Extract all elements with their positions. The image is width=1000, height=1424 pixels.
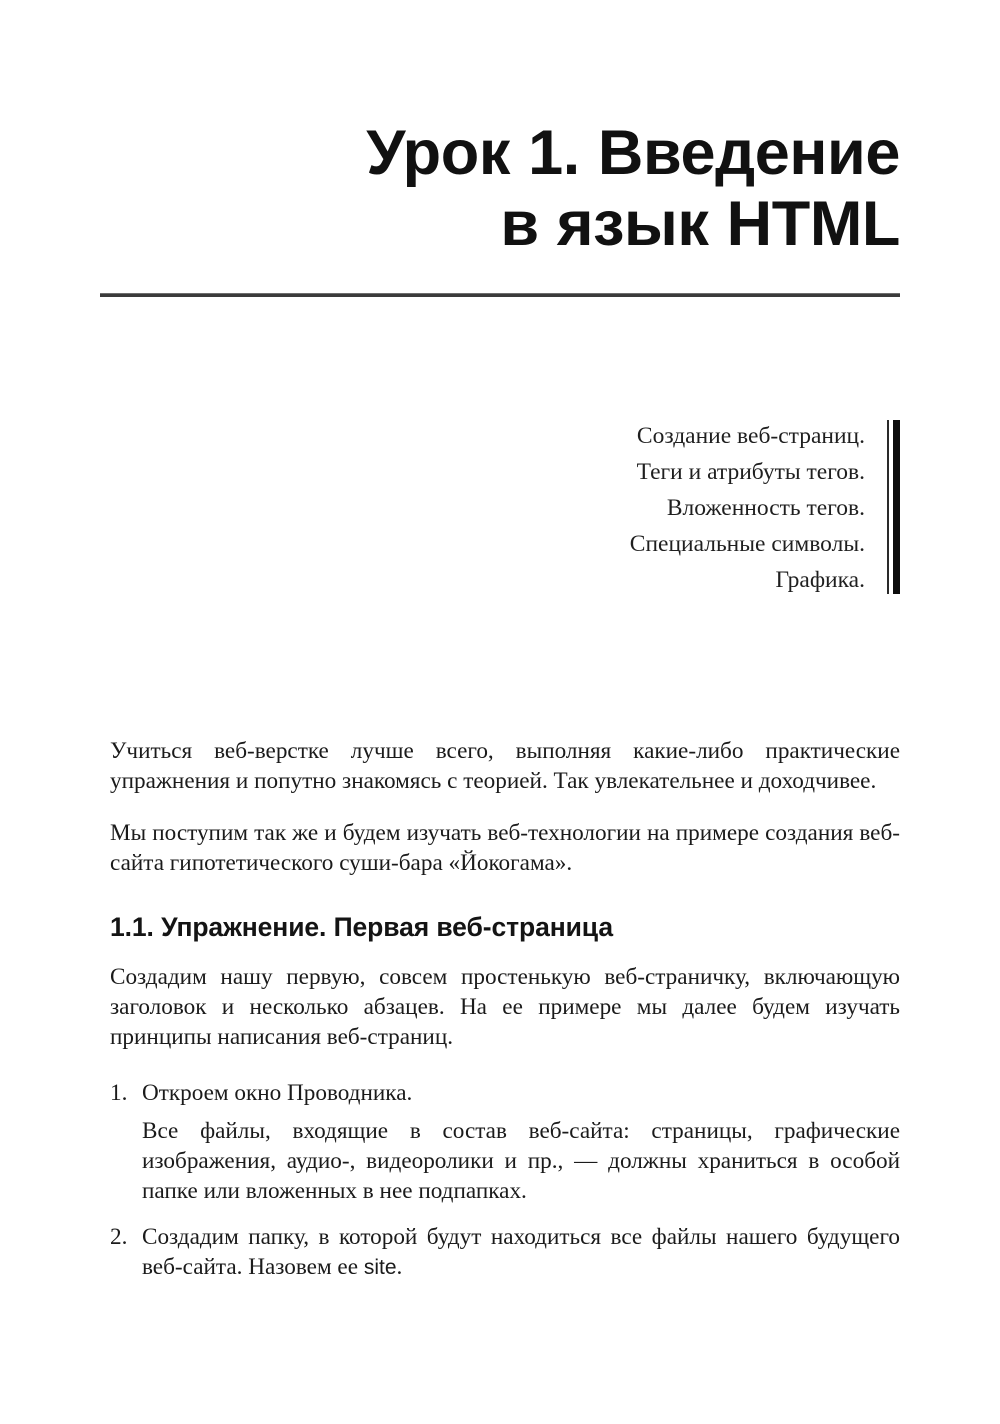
intro-paragraph-1: Учиться веб-верстке лучше всего, выполняя какие-либо практические упражнения и попутно знакомясь с теорией. Так увлекательнее и доходчивее. [110, 738, 900, 794]
intro-paragraph-2: Мы поступим так же и будем изучать веб-технологии на примере создания веб-сайта гипотетического суши-бара «Йокогама». [110, 820, 900, 876]
lesson-summary-item-1: Создание веб-страниц. [636, 423, 865, 449]
step-text-1: Откроем окно Проводника. [142, 1079, 413, 1106]
step-text-2-after-code: . [396, 1253, 403, 1280]
body-content [110, 736, 900, 1283]
step-marker-1: 1. [110, 1079, 128, 1106]
page-title [100, 118, 900, 260]
step-marker-2: 2. [110, 1223, 128, 1250]
lesson-summary-item-2: Теги и атрибуты тегов. [636, 459, 865, 485]
lesson-summary-double-rule [887, 418, 900, 598]
section-paragraph-1: Создадим нашу первую, совсем простенькую веб-страничку, включающую заголовок и несколько абзацев. На ее примере мы далее будем изучать принципы написания веб-страниц. [110, 963, 900, 1050]
step-text-2-before-code: Создадим папку, в которой будут находиться все файлы нашего будущего веб-сайта. Назовем ее [142, 1223, 900, 1280]
folder-name-code: site [363, 1255, 397, 1279]
page-title-line-1: Урок 1. Введение [366, 118, 900, 188]
lesson-summary-item-5: Графика. [775, 567, 865, 593]
lesson-summary-lines [630, 418, 887, 598]
lesson-summary-item-4: Специальные символы. [629, 531, 865, 557]
page-title-line-2: в язык HTML [500, 189, 900, 260]
section-heading-1-1: 1.1. Упражнение. Первая веб-страница [110, 912, 613, 942]
summary-rule-thin [887, 420, 889, 594]
lesson-summary-block [440, 418, 900, 598]
title-block [100, 118, 900, 260]
list-item [110, 1078, 900, 1206]
list-item [110, 1222, 900, 1283]
lesson-summary-item-3: Вложенность тегов. [666, 495, 865, 521]
step-text-2 [142, 1222, 900, 1283]
summary-rule-thick [893, 420, 900, 594]
step-note-1: Все файлы, входящие в состав веб-сайта: страницы, графические изображения, аудио-, видеоролики и пр., — должны храниться в особой папке или вложенных в нее подпапках. [142, 1117, 900, 1204]
title-divider-rule [100, 293, 900, 297]
steps-list [110, 1078, 900, 1283]
